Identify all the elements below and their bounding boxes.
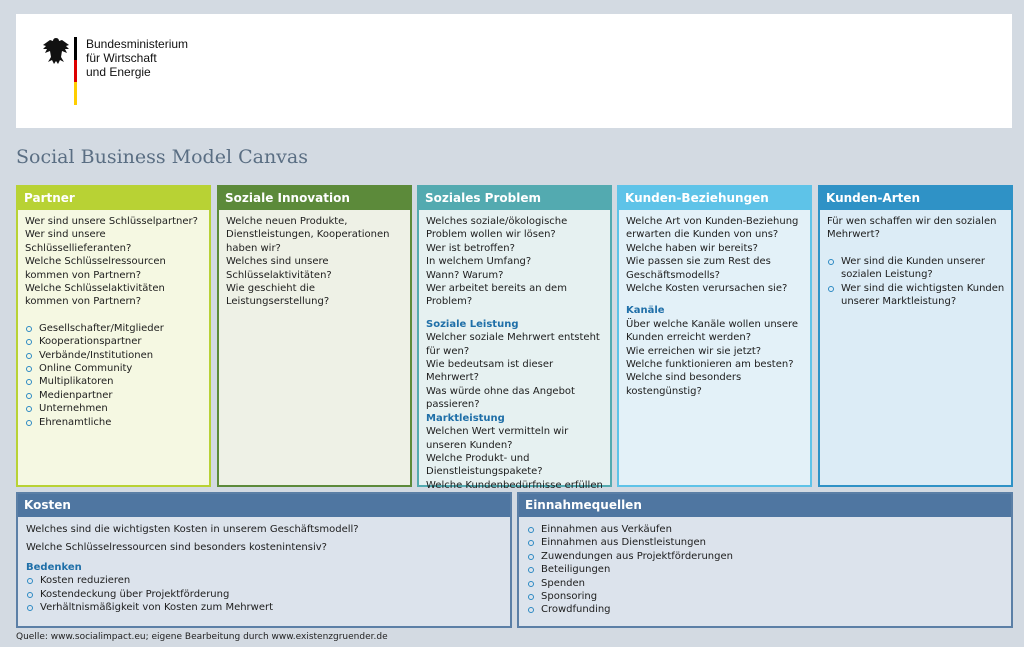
- federal-eagle-icon: [42, 36, 70, 66]
- question: Welche Schlüsselressourcen kommen von Partnern?: [25, 256, 166, 281]
- question: Wann? Warum?: [426, 269, 504, 281]
- einnahmen-header: Einnahmequellen: [519, 494, 1011, 517]
- question: Welche funktionieren am besten?: [626, 359, 794, 371]
- subheading-bedenken: Bedenken: [26, 561, 82, 573]
- kosten-section: [16, 492, 512, 628]
- einnahmen-list: [527, 523, 1005, 617]
- question: Welche Kundenbedürfnisse erfüllen: [426, 479, 603, 491]
- question: Welche neuen Produkte, Dienstleistungen, Kooperationen haben wir?: [226, 216, 390, 254]
- list-item: Crowdfunding: [527, 603, 1005, 616]
- question: Wer sind unsere Schlüssellieferanten?: [25, 229, 132, 254]
- subheading-kanaele: Kanäle: [626, 305, 665, 317]
- question: Welches soziale/ökologische Problem wollen wir lösen?: [426, 216, 568, 241]
- question: Welche sind besonders kostengünstig?: [626, 372, 742, 397]
- list-item: Gesellschafter/Mitglieder: [25, 322, 203, 335]
- ministry-line: und Energie: [86, 65, 151, 79]
- question: In welchem Umfang?: [426, 256, 532, 268]
- question: Wie bedeutsam ist dieser Mehrwert?: [426, 359, 554, 384]
- list-item: Kostendeckung über Projektförderung: [26, 588, 504, 601]
- page-title: Social Business Model Canvas: [16, 146, 308, 168]
- question: Welche Kosten verursachen sie?: [626, 283, 788, 295]
- list-item: Verhältnismäßigkeit von Kosten zum Mehrwert: [26, 601, 504, 614]
- list-item: Wer sind die wichtigsten Kunden unserer Marktleistung?: [827, 282, 1005, 309]
- question: Welche Schlüsselaktivitäten kommen von Partnern?: [25, 283, 165, 308]
- arten-header: Kunden-Arten: [820, 187, 1011, 210]
- innovation-section: [217, 185, 412, 487]
- question: Was würde ohne das Angebot passieren?: [426, 385, 575, 411]
- list-item: Multiplikatoren: [25, 375, 203, 388]
- kosten-header: Kosten: [18, 494, 510, 517]
- question: Wie erreichen wir sie jetzt?: [626, 345, 762, 357]
- partner-section: [16, 185, 211, 487]
- list-item: Wer sind die Kunden unserer sozialen Leistung?: [827, 255, 1005, 282]
- list-item: Einnahmen aus Verkäufen: [527, 523, 1005, 536]
- list-item: Einnahmen aus Dienstleistungen: [527, 536, 1005, 549]
- list-item: Unternehmen: [25, 402, 203, 415]
- question: Welches sind unsere Schlüsselaktivitäten?: [226, 256, 332, 281]
- list-item: Online Community: [25, 362, 203, 375]
- question: Welches sind die wichtigsten Kosten in unserem Geschäftsmodell?: [26, 524, 359, 535]
- arten-section: [818, 185, 1013, 487]
- question: Wer sind unsere Schlüsselpartner?: [25, 216, 198, 227]
- beziehungen-header: Kunden-Beziehungen: [619, 187, 810, 210]
- question: Über welche Kanäle wollen unsere Kunden erreicht werden?: [626, 318, 799, 344]
- problem-header: Soziales Problem: [419, 187, 610, 210]
- list-item: Medienpartner: [25, 389, 203, 402]
- question: Welche Produkt- und Dienstleistungspakete?: [426, 452, 543, 478]
- list-item: Kosten reduzieren: [26, 574, 504, 587]
- question: Welcher soziale Mehrwert entsteht für wen?: [426, 332, 600, 357]
- subheading-soziale-leistung: Soziale Leistung: [426, 318, 519, 330]
- beziehungen-section: [617, 185, 812, 487]
- ministry-line: für Wirtschaft: [86, 51, 157, 65]
- list-item: Ehrenamtliche: [25, 416, 203, 429]
- partner-list: [25, 322, 203, 429]
- problem-section: [417, 185, 612, 491]
- list-item: Zuwendungen aus Projektförderungen: [527, 550, 1005, 563]
- list-item: Verbände/Institutionen: [25, 349, 203, 362]
- source-note: Quelle: www.socialimpact.eu; eigene Bearbeitung durch www.existenzgruender.de: [16, 632, 388, 642]
- list-item: Sponsoring: [527, 590, 1005, 603]
- innovation-header: Soziale Innovation: [219, 187, 410, 210]
- list-item: Spenden: [527, 577, 1005, 590]
- question: Wie geschieht die Leistungserstellung?: [226, 283, 330, 308]
- question: Für wen schaffen wir den sozialen Mehrwert?: [827, 216, 997, 241]
- subheading-marktleistung: Marktleistung: [426, 412, 505, 424]
- question: Welchen Wert vermitteln wir unseren Kunden?: [426, 426, 569, 451]
- kosten-list: [26, 574, 504, 614]
- ministry-line: Bundesministerium: [86, 37, 189, 51]
- ministry-name: [86, 37, 188, 79]
- question: Wie passen sie zum Rest des Geschäftsmodells?: [626, 256, 771, 281]
- list-item: Beteiligungen: [527, 563, 1005, 576]
- question: Welche Schlüsselressourcen sind besonders kostenintensiv?: [26, 542, 327, 554]
- question: Wer ist betroffen?: [426, 242, 515, 254]
- arten-list: [827, 255, 1005, 309]
- question: Welche haben wir bereits?: [626, 242, 758, 254]
- einnahmen-section: [517, 492, 1013, 628]
- list-item: Kooperationspartner: [25, 335, 203, 348]
- question: Wer arbeitet bereits an dem Problem?: [426, 283, 567, 308]
- question: Welche Art von Kunden-Beziehung erwarten die Kunden von uns?: [626, 216, 799, 241]
- flag-stripe: [74, 37, 77, 105]
- partner-header: Partner: [18, 187, 209, 210]
